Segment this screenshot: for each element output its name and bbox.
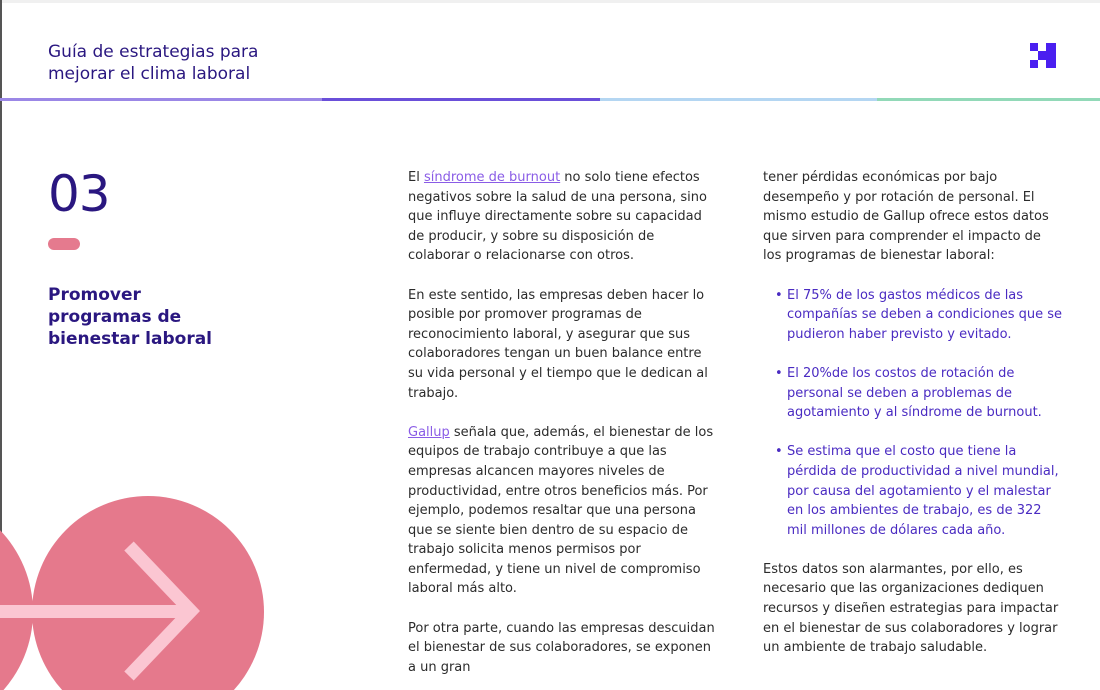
paragraph-neglect: Por otra parte, cuando las empresas descuidan el bienestar de sus colaboradores, se exponen a un gran xyxy=(408,620,715,675)
section-heading: Promover programas de bienestar laboral xyxy=(48,285,213,349)
brand-logo-icon xyxy=(1030,43,1056,68)
paragraph-gallup: Gallup señala que, además, el bienestar de los equipos de trabajo contribuye a que las empresas alcancen mayores niveles de productividad, entre otros beneficios más. Por ejemplo, podemos resaltar que una persona que se siente bien dentro de su espacio de trabajo solicita menos permisos por enfermedad, y tiene un nivel de compromiso laboral más alto. xyxy=(408,424,714,597)
fact-item: • Se estima que el costo que tiene la pérdida de productividad a nivel mundial, por causa del agotamiento y el malestar en los ambientes de trabajo, es de 322 mil millones de dólares cada año. xyxy=(775,442,1063,540)
section-number: 03 xyxy=(48,165,110,223)
fact-item: • El 20%de los costos de rotación de personal se deben a problemas de agotamiento y al síndrome de burnout. xyxy=(775,364,1063,423)
facts-list xyxy=(775,286,1063,541)
paragraph-programs: En este sentido, las empresas deben hacer lo posible por promover programas de reconocimiento laboral, y asegurar que sus colaboradores tengan un buen balance entre su vida personal y el tiempo que le dedican al trabajo. xyxy=(408,287,708,401)
document-title-line2: mejorar el clima laboral xyxy=(48,64,251,84)
burnout-link[interactable]: síndrome de burnout xyxy=(423,170,561,185)
paragraph-conclusion: Estos datos son alarmantes, por ello, es necesario que las organizaciones dediquen recursos y diseñen estrategias para impactar en el bienestar de sus colaboradores y lograr un ambiente de trabajo saludable. xyxy=(763,561,1059,656)
header-divider-segment-1 xyxy=(0,98,322,101)
body-column-1 xyxy=(408,168,718,690)
page-left-edge xyxy=(0,0,2,690)
body-column-2 xyxy=(763,168,1063,677)
paragraph-losses: tener pérdidas económicas por bajo desempeño y por rotación de personal. El mismo estudio de Gallup ofrece estos datos que sirven para comprender el impacto de los programas de bienestar laboral: xyxy=(763,170,1049,264)
fact-item: • El 75% de los gastos médicos de las compañías se deben a condiciones que se pudieron haber previsto y evitado. xyxy=(775,286,1063,345)
page-top-edge xyxy=(0,0,1100,3)
header-divider-segment-4 xyxy=(877,98,1100,101)
section-accent-pill xyxy=(48,238,80,250)
document-title xyxy=(48,41,368,85)
header-divider-segment-3 xyxy=(600,98,877,101)
paragraph-burnout: El síndrome de burnout no solo tiene efectos negativos sobre la salud de una persona, sino que influye directamente sobre su capacidad de producir, y sobre su disposición de colaborar o relacionarse con otros. xyxy=(408,170,707,264)
header-divider-segment-2 xyxy=(322,98,600,101)
gallup-link[interactable]: Gallup xyxy=(408,424,450,440)
document-title-line1: Guía de estrategias para xyxy=(48,42,259,62)
